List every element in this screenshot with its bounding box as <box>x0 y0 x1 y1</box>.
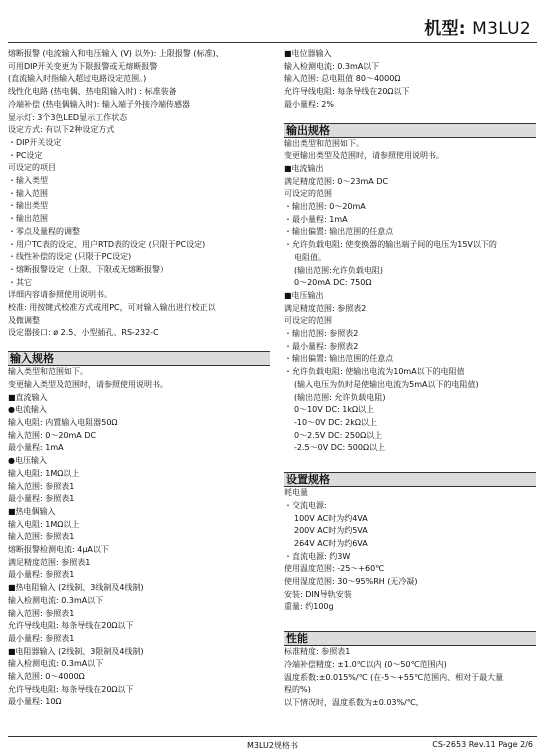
install-spec-heading: 设置规格 <box>284 472 536 487</box>
text-line: 程的%) <box>284 685 311 695</box>
text-line: 最小量程: 1mA <box>8 443 64 453</box>
text-line: 安装: DIN导轨安装 <box>284 589 352 599</box>
text-line: 200V AC时为约5VA <box>294 526 368 536</box>
text-line: 变更输出类型及范围时，请参照使用说明书。 <box>284 151 444 161</box>
text-line: 重量: 约100g <box>284 602 334 612</box>
intro-block <box>8 48 270 340</box>
text-line: 最小量程: 参照表1 <box>8 570 75 580</box>
text-line: 输入检测电流: 0.3mA以下 <box>284 61 380 71</box>
text-line: 满足精度范围: 0～23mA DC <box>284 176 389 186</box>
text-line: 可设定的范围 <box>284 189 332 199</box>
text-line: 设定器接口: ø 2.5、小型插孔、RS-232-C <box>8 328 159 338</box>
text-line: 冷端补偿精度: ±1.0℃以内 (0～50℃范围内) <box>284 659 447 669</box>
text-line: (输入电压为负时是使输出电流为5mA以下的电阻值) <box>294 379 479 389</box>
text-line: ■电阻器输入 (2线制、3限制及4线制) <box>8 646 144 656</box>
text-line: 显示灯: 3个3色LED显示工作状态 <box>8 112 128 122</box>
text-line: ●电流输入 <box>8 405 47 415</box>
text-line: ・线性补偿的设定 (只限于PC设定) <box>8 252 132 262</box>
text-line: 校准: 用按键式校准方式或用PC，可对输入输出进行校正以 <box>8 303 216 313</box>
text-line: ■直流输入 <box>8 392 48 402</box>
input-spec-heading: 输入规格 <box>8 351 270 366</box>
text-line: ・输入范围 <box>8 188 48 198</box>
text-line: 最小量程: 10Ω <box>8 697 62 707</box>
text-line: 0～2.5V DC: 250Ω以上 <box>294 430 383 440</box>
text-line: ・输出范围: 0～20mA <box>284 202 366 212</box>
text-line: ■热电偶输入 <box>8 506 56 516</box>
right-column <box>284 48 536 710</box>
title-prefix: 机型: <box>424 19 466 39</box>
text-line: 详细内容请参照使用说明书。 <box>8 290 112 300</box>
text-line: ・PC设定 <box>8 150 43 160</box>
text-line: ●电压输入 <box>8 456 47 466</box>
text-line: ・直流电源: 约3W <box>284 551 351 561</box>
text-line: ・交流电源: <box>284 500 327 510</box>
text-line: ・允许负载电阻: 使变换器的输出端子间的电压为15V以下的 <box>284 240 497 250</box>
text-line: ■热电阻输入 (2线制、3线制及4线制) <box>8 583 144 593</box>
text-line: 变更输入类型及范围时，请参照使用说明书。 <box>8 379 168 389</box>
performance-heading: 性能 <box>284 631 536 646</box>
text-line: 输入范围: 0～4000Ω <box>8 672 85 682</box>
top-rule <box>8 42 537 43</box>
text-line: -10～0V DC: 2kΩ以上 <box>294 417 377 427</box>
text-line: 使用湿度范围: 30～95%RH (无冷凝) <box>284 577 418 587</box>
text-line: ・最小量程: 参照表2 <box>284 341 359 351</box>
text-line: ・输出偏置: 输出范围的任意点 <box>284 227 394 237</box>
text-line: 允许导线电阻: 每条导线在20Ω以下 <box>8 621 134 631</box>
model-name: M3LU2 <box>472 19 531 39</box>
text-line: 最小量程: 参照表1 <box>8 494 75 504</box>
text-line: 最小量程: 参照表1 <box>8 633 75 643</box>
text-line: 输入范围: 参照表1 <box>8 481 75 491</box>
text-line: ■电流输出 <box>284 163 324 173</box>
footer-page-info: CS-2653 Rev.11 Page 2/6 <box>432 740 533 749</box>
text-line: ・允许负载电阻: 使输出电流为10mA以下的电阻值 <box>284 367 465 377</box>
text-line: 满足精度范围: 参照表2 <box>284 303 367 313</box>
text-line: ・熔断报警设定（上限、下限或无熔断报警） <box>8 264 168 274</box>
text-line: 输入检测电流: 0.3mA以下 <box>8 659 104 669</box>
text-line: 标准精度: 参照表1 <box>284 647 351 657</box>
text-line: ・用户TC表的设定、用户RTD表的设定 (只限于PC设定) <box>8 239 206 249</box>
text-line: ・其它 <box>8 277 32 287</box>
text-line: 可用DIP开关变更为下限报警或无熔断报警 <box>8 61 158 71</box>
text-line: ・输入类型 <box>8 176 48 186</box>
text-line: ・DIP开关设定 <box>8 137 62 147</box>
text-line: 冷端补偿 (热电偶输入时): 输入端子外接冷端传感器 <box>8 99 191 109</box>
text-line: 允许导线电阻: 每条导线在20Ω以下 <box>8 684 134 694</box>
text-line: ・零点及量程的调整 <box>8 226 80 236</box>
footer-doc-title: M3LU2规格书 <box>247 741 298 750</box>
text-line: 线性化电路 (热电偶、热电阻输入时) : 标准装备 <box>8 87 177 97</box>
text-line: 264V AC时为约6VA <box>294 538 368 548</box>
text-line: 100V AC时为约4VA <box>294 513 368 523</box>
footer-rule <box>8 736 537 737</box>
text-line: 输入范围: 总电阻值 80～4000Ω <box>284 74 401 84</box>
text-line: 输出类型和范围如下。 <box>284 138 364 148</box>
text-line: (输出范围:允许负载电阻) <box>294 265 383 275</box>
text-line: 电阻值。 <box>294 252 326 262</box>
text-line: 0～10V DC: 1kΩ以上 <box>294 405 375 415</box>
text-line: 温度系数:±0.015%/℃ (在-5～+55℃范围内、相对于最大量 <box>284 672 504 682</box>
performance-block <box>284 646 536 710</box>
text-line: 输入电阻: 内置输入电阻器50Ω <box>8 417 118 427</box>
text-line: 熔断报警检测电流: 4μA以下 <box>8 545 109 555</box>
text-line: 输入检测电流: 0.3mA以下 <box>8 595 104 605</box>
input-spec-block <box>8 366 270 709</box>
output-spec-heading: 输出规格 <box>284 123 536 138</box>
text-line: ・输出范围 <box>8 214 48 224</box>
text-line: 输入范围: 参照表1 <box>8 532 75 542</box>
text-line: ・输出类型 <box>8 201 48 211</box>
text-line: 最小量程: 2% <box>284 99 334 109</box>
text-line: 输入电阻: 1MΩ以上 <box>8 519 80 529</box>
text-line: ・最小量程: 1mA <box>284 214 348 224</box>
text-line: 以下情况时，温度系数为±0.03%/℃, <box>284 697 419 707</box>
potentiometer-block <box>284 48 536 112</box>
text-line: (输出范围: 允许负载电阻) <box>294 392 386 402</box>
left-column <box>8 48 270 709</box>
text-line: (直流输入时指输入超过电路设定范围。) <box>8 74 147 84</box>
text-line: 可设定的项目 <box>8 163 56 173</box>
text-line: 及微调整 <box>8 315 40 325</box>
text-line: 输入范围: 0～20mA DC <box>8 430 97 440</box>
text-line: 输入电阻: 1MΩ以上 <box>8 468 80 478</box>
text-line: ・输出偏置: 输出范围的任意点 <box>284 354 394 364</box>
text-line: 0～20mA DC: 750Ω <box>294 278 372 288</box>
text-line: 耗电量 <box>284 488 308 498</box>
text-line: 设定方式: 有以下2种设定方式 <box>8 125 115 135</box>
page-title <box>424 14 531 39</box>
text-line: 可设定的范围 <box>284 316 332 326</box>
install-spec-block <box>284 487 536 614</box>
text-line: 允许导线电阻: 每条导线在20Ω以下 <box>284 87 410 97</box>
text-line: 输入范围: 参照表1 <box>8 608 75 618</box>
text-line: ■电位器输入 <box>284 49 332 58</box>
text-line: ■电压输出 <box>284 290 324 300</box>
text-line: 使用温度范围: -25～+60℃ <box>284 564 385 574</box>
output-spec-block <box>284 138 536 456</box>
text-line: ・输出范围: 参照表2 <box>284 329 359 339</box>
text-line: 满足精度范围: 参照表1 <box>8 557 91 567</box>
text-line: 熔断报警 (电流输入和电压输入 (V) 以外): 上限报警 (标准)、 <box>8 49 224 58</box>
text-line: -2.5～0V DC: 500Ω以上 <box>294 443 386 453</box>
text-line: 输入类型和范围如下。 <box>8 367 88 377</box>
